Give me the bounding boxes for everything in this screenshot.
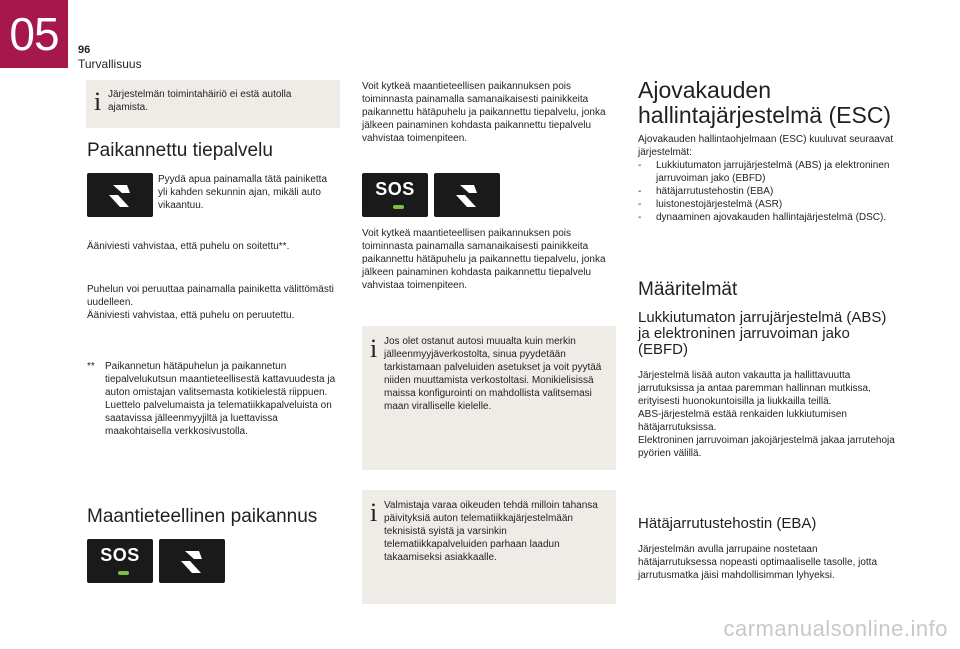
sos-label: SOS bbox=[100, 545, 140, 565]
abs-ebfd-description bbox=[638, 369, 898, 460]
sos-button-icon bbox=[362, 173, 428, 217]
sos-led bbox=[393, 205, 404, 209]
eba-title: Hätäjarrutustehostin (EBA) bbox=[638, 515, 817, 532]
list-item: - luistonestojärjestelmä (ASR) bbox=[638, 198, 900, 211]
esc-title-line-1: Ajovakauden bbox=[638, 77, 771, 103]
cancel-line-2: Ääniviesti vahvistaa, että puhelu on peruutettu. bbox=[87, 310, 295, 321]
sos-button-icon bbox=[87, 539, 153, 583]
abs-ebfd-title: Lukkiutumaton jarrujärjestelmä (ABS) ja elektroninen jarruvoiman jako (EBFD) bbox=[638, 309, 887, 358]
section-label: Turvallisuus bbox=[78, 57, 142, 71]
note-text: Järjestelmän toimintahäiriö ei estä autolla ajamista. bbox=[108, 89, 292, 113]
list-item: - Lukkiutumaton jarrujärjestelmä (ABS) ja elektroninen jarruvoiman jako (EBFD) bbox=[638, 159, 900, 185]
section-title-local-call: Paikannettu tiepalvelu bbox=[87, 140, 273, 161]
sos-label: SOS bbox=[375, 179, 415, 199]
watermark: carmanualsonline.info bbox=[723, 616, 948, 641]
esc-intro: Ajovakauden hallintaohjelmaan (ESC) kuuluvat seuraavat järjestelmät: bbox=[638, 134, 894, 158]
cancel-paragraph bbox=[87, 283, 342, 322]
note-box-dealer bbox=[362, 326, 616, 470]
note-updates-text: Valmistaja varaa oikeuden tehdä milloin tahansa päivityksiä auton telematiikkajärjestelmään teknisistä syistä ja varsinkin telematiikkapalveluiden parhaan laadun takaamiseksi asiakkaalle. bbox=[384, 500, 598, 563]
esc-title bbox=[638, 78, 891, 128]
assistance-button-icon bbox=[159, 539, 225, 583]
assistance-button-icon bbox=[87, 173, 153, 217]
sos-led bbox=[118, 571, 129, 575]
voice-confirm-text: Ääniviesti vahvistaa, että puhelu on soitettu**. bbox=[87, 241, 290, 252]
definitions-title: Määritelmät bbox=[638, 279, 738, 300]
section-title-geolocation: Maantieteellinen paikannus bbox=[87, 506, 318, 527]
list-item: - hätäjarrutustehostin (EBA) bbox=[638, 185, 900, 198]
press-instruction: Pyydä apua painamalla tätä painiketta yli kahden sekunnin ajan, mikäli auto vikaantuu. bbox=[158, 174, 328, 211]
chapter-tab: 05 bbox=[0, 0, 68, 68]
page-number: 96 bbox=[78, 44, 91, 56]
eba-description: Järjestelmän avulla jarrupaine nostetaan hätäjarrutuksessa nopeasti optimaaliselle tasolle, jotta jarrutusmatka jäisi mahdollisimman lyhyeksi. bbox=[638, 544, 878, 581]
info-icon: i bbox=[370, 334, 378, 363]
abs-text-1: Järjestelmä lisää auton vakautta ja hallittavuutta jarrutuksissa ja antaa paremman hallinnan mutkissa, erityisesti huonokuntoisilla ja liukkailla teillä. bbox=[638, 370, 871, 407]
info-icon: i bbox=[94, 87, 102, 116]
esc-system-list bbox=[638, 159, 900, 224]
geo-disable-paragraph-2: Voit kytkeä maantieteellisen paikannuksen pois toiminnasta painamalla samanaikaisesti painikkeita paikannettu hätäpuhelu ja paikannettu tiepalvelu, jonka jälkeen painaminen kohdasta paikannettu tiepalvelu vahvistaa toimenpiteen. bbox=[362, 228, 606, 291]
esc-title-line-2: hallintajärjestelmä (ESC) bbox=[638, 102, 892, 128]
note-box-malfunction bbox=[86, 80, 340, 128]
abs-text-2: ABS-järjestelmä estää renkaiden lukkiutumisen hätäjarrutuksissa. bbox=[638, 409, 847, 433]
footnote-text: Paikannetun hätäpuhelun ja paikannetun tiepalvelukutsun maantieteellisestä kattavuudesta ja auton omistajan valitsemasta kotikielestä riippuen. Luettelo palvelumaista ja telematiikkapalveluista on saatavissa jälleenmyyjiltä ja luettavissa maakohtaisella verkkosivustolla. bbox=[105, 361, 336, 437]
cancel-line-1: Puhelun voi peruuttaa painamalla painiketta välittömästi uudelleen. bbox=[87, 284, 334, 308]
info-icon: i bbox=[370, 498, 378, 527]
geo-disable-paragraph-1: Voit kytkeä maantieteellisen paikannuksen pois toiminnasta painamalla samanaikaisesti painikkeita paikannettu hätäpuhelu ja paikannettu tiepalvelu, jonka jälkeen painaminen kohdasta paikannettu tiepalvelu vahvistaa toimenpiteen. bbox=[362, 81, 606, 144]
list-item: - dynaaminen ajovakauden hallintajärjestelmä (DSC). bbox=[638, 211, 900, 224]
note-box-updates bbox=[362, 490, 616, 604]
note-dealer-text: Jos olet ostanut autosi muualta kuin merkin jälleenmyyjäverkostolta, sinua pyydetään tarkistamaan palveluiden asetukset ja voit pyytää niiden muuttamista verkostoltasi. Monikielisissä maissa konfigurointi on mahdollista valitsemasi maan viralliselle kielelle. bbox=[384, 336, 602, 412]
footnote-mark: ** bbox=[87, 361, 95, 372]
abs-text-3: Elektroninen jarruvoiman jakojärjestelmä jakaa jarrutehoja pyörien välillä. bbox=[638, 435, 895, 459]
assistance-button-icon bbox=[434, 173, 500, 217]
